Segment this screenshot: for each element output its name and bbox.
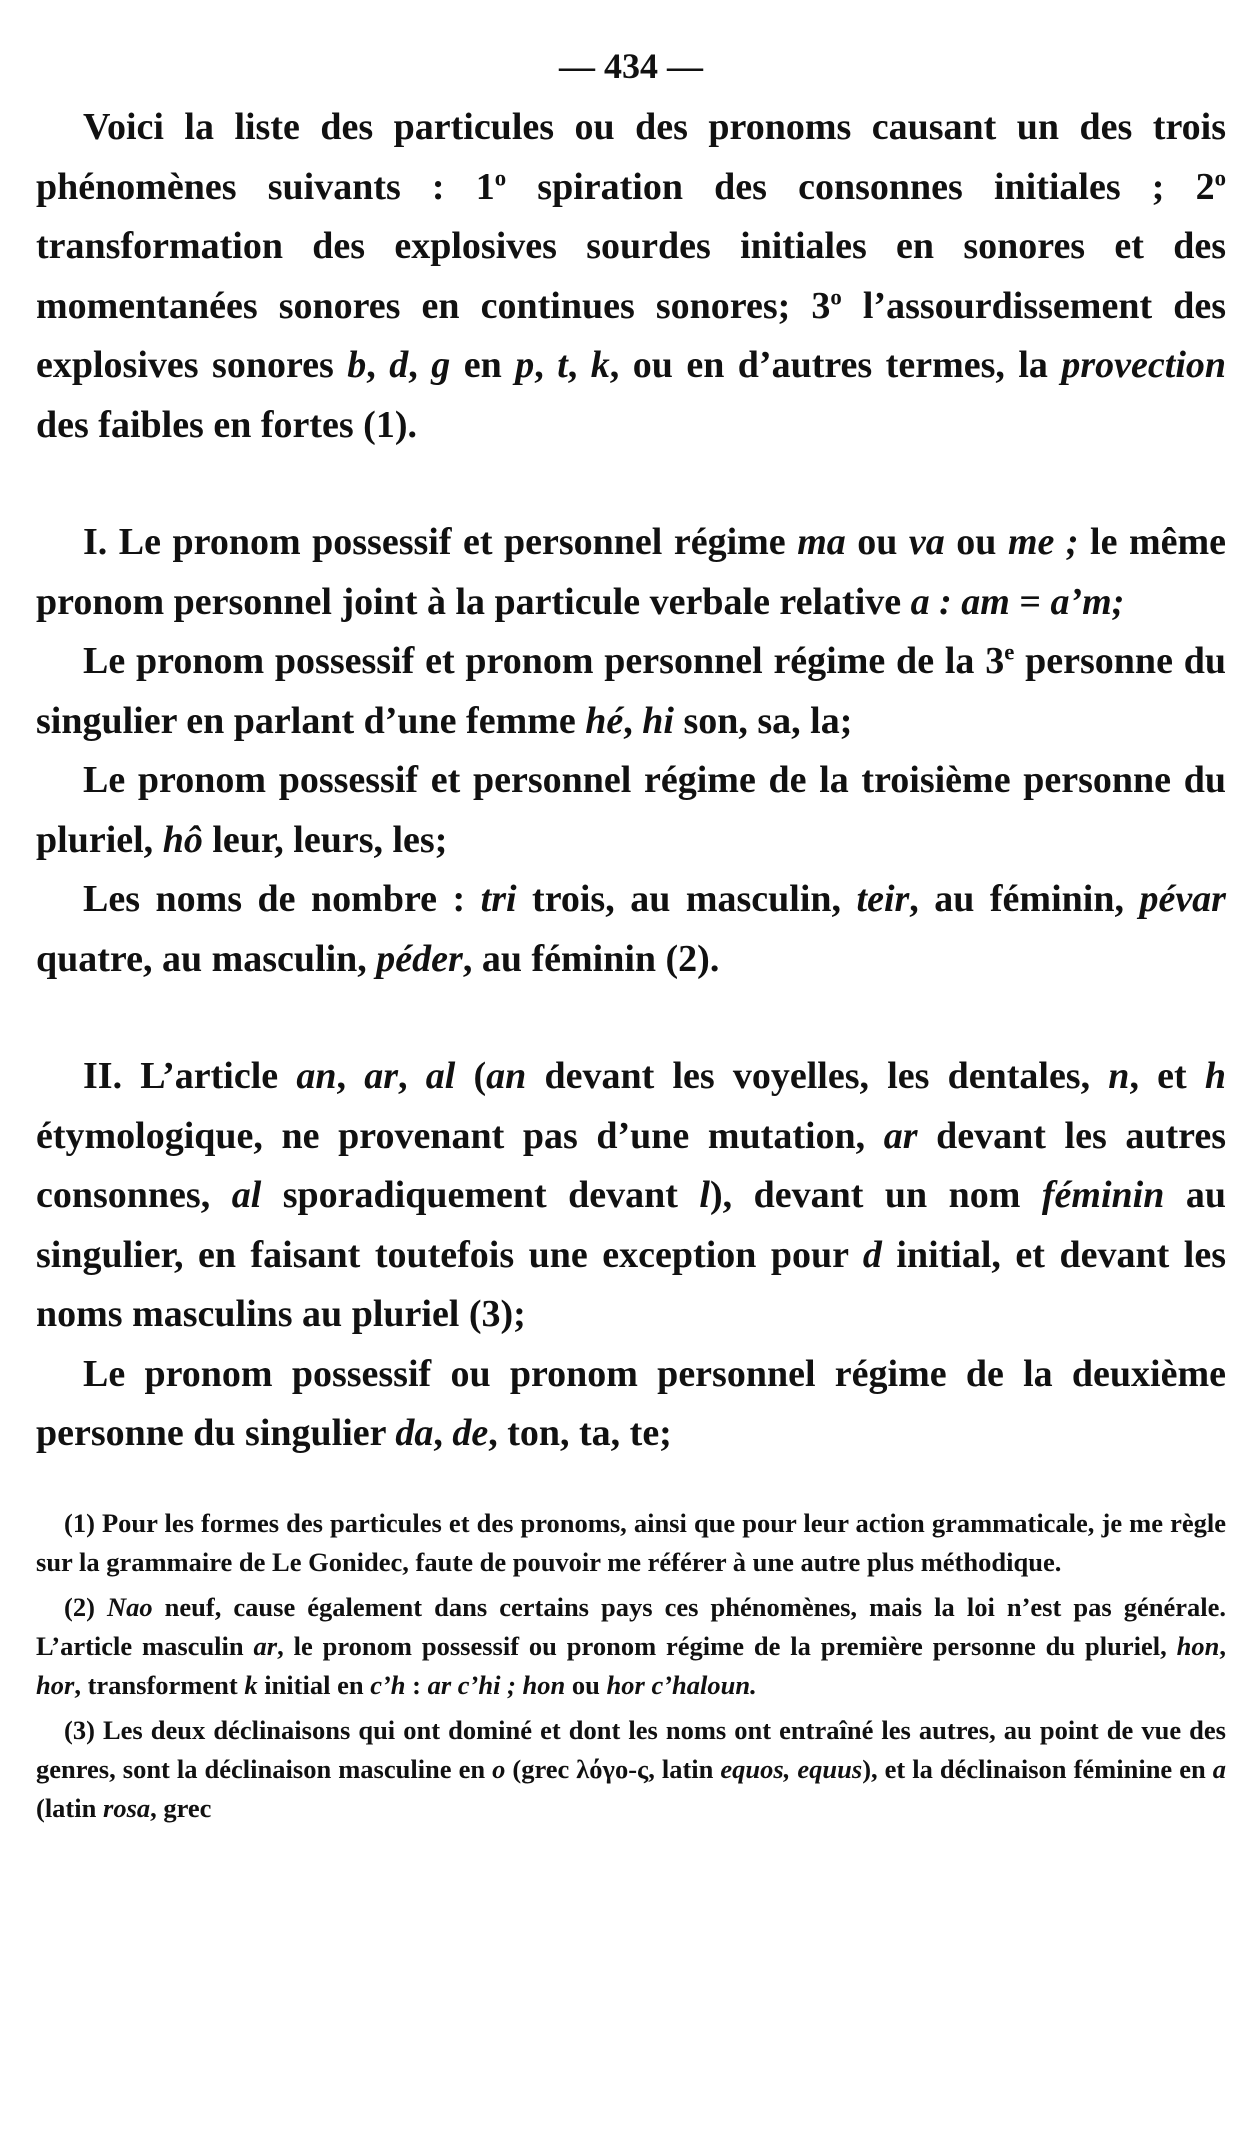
text-run: leur, leurs, les; bbox=[202, 818, 448, 861]
text-run: , bbox=[1219, 1630, 1226, 1661]
italic-term: p bbox=[515, 344, 535, 386]
italic-term: k bbox=[590, 344, 610, 386]
section-1-paragraph bbox=[36, 751, 1226, 870]
text-run: , grec bbox=[150, 1792, 212, 1823]
text-run: sporadiquement devant bbox=[261, 1174, 700, 1216]
text-run: , et bbox=[1129, 1055, 1205, 1097]
italic-term: de bbox=[452, 1412, 489, 1454]
section-1-paragraph bbox=[36, 513, 1226, 632]
text-run: l’assourdissement des explosives sonores bbox=[36, 284, 1226, 386]
footnotes bbox=[36, 1504, 1226, 1828]
section-1-paragraph bbox=[36, 632, 1226, 751]
text-run: (3) Les deux déclinaisons qui ont dominé et dont les noms ont entraîné les autres, au point de vue des genres, sont la déclinaison masculine en bbox=[36, 1714, 1226, 1784]
text-run: I. Le pronom possessif et personnel régime bbox=[83, 521, 798, 563]
superscript-text: o bbox=[830, 283, 842, 309]
text-run: spiration des consonnes initiales ; 2 bbox=[506, 165, 1215, 208]
italic-term: rosa bbox=[103, 1792, 151, 1823]
text-run: , au féminin (2). bbox=[462, 937, 720, 980]
text-run: , ton, ta, te; bbox=[488, 1412, 672, 1454]
text-run: son, sa, la; bbox=[673, 699, 853, 742]
text-run: , bbox=[433, 1412, 453, 1454]
text-run: ou bbox=[845, 521, 909, 563]
text-run: Le pronom possessif ou pronom personnel régime de la deuxième personne du singulier bbox=[36, 1352, 1226, 1454]
italic-term: g bbox=[431, 344, 451, 386]
italic-term: ar bbox=[253, 1630, 278, 1661]
section-1 bbox=[36, 513, 1226, 989]
italic-term: hô bbox=[162, 818, 203, 861]
italic-term: va bbox=[908, 521, 945, 563]
italic-term: hon bbox=[1176, 1630, 1220, 1661]
text-run: des faibles en fortes (1). bbox=[36, 403, 417, 446]
text-run: ), et la déclinaison féminine en bbox=[862, 1753, 1213, 1784]
footnote bbox=[36, 1711, 1226, 1828]
italic-term: c’h bbox=[370, 1669, 406, 1700]
text-run: , au féminin, bbox=[909, 878, 1140, 920]
text-run: II. L’article bbox=[83, 1055, 297, 1097]
italic-term: hi bbox=[642, 699, 674, 742]
text-run: Les noms de nombre : bbox=[83, 878, 481, 920]
text-run: : bbox=[405, 1669, 428, 1700]
italic-term: ar c’hi ; hon bbox=[427, 1669, 566, 1700]
text-run: , bbox=[534, 344, 558, 386]
italic-term: al bbox=[231, 1174, 262, 1216]
text-run: initial en bbox=[257, 1669, 371, 1700]
italic-term: provection bbox=[1061, 344, 1227, 386]
book-page bbox=[36, 38, 1226, 1834]
italic-term: d bbox=[862, 1233, 882, 1276]
text-run: devant les autres consonnes, bbox=[36, 1114, 1226, 1216]
italic-term: b bbox=[347, 344, 367, 386]
text-run: devant les voyelles, les dentales, bbox=[526, 1055, 1109, 1097]
italic-term: Nao bbox=[106, 1591, 153, 1622]
text-run: neuf, cause également dans certains pays ces phénomènes, mais la loi n’est pas générale. L’article masculin bbox=[36, 1591, 1227, 1661]
intro-paragraph bbox=[36, 98, 1226, 455]
text-run: le même pronom personnel joint à la particule verbale relative bbox=[36, 521, 1227, 623]
text-run: initial, et devant les noms masculins au pluriel (3); bbox=[36, 1233, 1226, 1335]
text-run: (latin bbox=[36, 1792, 103, 1823]
section-2-paragraph bbox=[36, 1345, 1226, 1464]
text-run: = bbox=[1009, 580, 1051, 623]
page-number: — 434 — bbox=[559, 46, 703, 86]
text-run: Le pronom possessif et personnel régime de la troisième personne du pluriel, bbox=[36, 759, 1226, 861]
text-run: ), devant un nom bbox=[709, 1174, 1042, 1216]
superscript-text: e bbox=[1004, 639, 1015, 665]
text-run: , ou en d’autres termes, la bbox=[609, 344, 1062, 386]
italic-term: ar bbox=[364, 1055, 398, 1097]
italic-term: h bbox=[1204, 1055, 1226, 1097]
text-run: personne du singulier en parlant d’une femme bbox=[36, 640, 1226, 742]
italic-term: a’m; bbox=[1050, 580, 1125, 623]
italic-term: a : am bbox=[910, 580, 1010, 623]
text-run: quatre, au masculin, bbox=[36, 937, 377, 980]
text-run: , bbox=[398, 1055, 426, 1097]
italic-term: ma bbox=[797, 521, 846, 563]
italic-term: da bbox=[395, 1412, 434, 1454]
italic-term: ar bbox=[883, 1114, 918, 1157]
text-run: , bbox=[336, 1055, 365, 1097]
text-run: Voici la liste des particules ou des pronoms causant un des trois phénomènes suivants : 1 bbox=[36, 106, 1226, 208]
text-run: (grec λόγο-ς, latin bbox=[505, 1753, 721, 1784]
text-run: , le pronom possessif ou pronom régime de la première personne du pluriel, bbox=[277, 1630, 1177, 1661]
text-run: ou bbox=[944, 521, 1008, 563]
italic-term: a bbox=[1212, 1753, 1226, 1784]
italic-term: d bbox=[389, 344, 409, 386]
superscript-text: o bbox=[494, 164, 507, 190]
italic-term: hor c’haloun. bbox=[606, 1669, 757, 1700]
text-run: Le pronom possessif et pronom personnel régime de la 3 bbox=[83, 640, 1005, 682]
italic-term: l bbox=[699, 1174, 710, 1216]
section-2 bbox=[36, 1047, 1226, 1464]
italic-term: t bbox=[557, 344, 568, 386]
italic-term: an bbox=[296, 1055, 337, 1097]
italic-term: tri bbox=[480, 878, 517, 920]
italic-term: teir bbox=[856, 878, 910, 920]
italic-term: an bbox=[486, 1055, 527, 1097]
text-run: ( bbox=[455, 1055, 487, 1097]
text-run: , bbox=[408, 344, 432, 386]
footnote bbox=[36, 1504, 1226, 1582]
text-run: trois, au masculin, bbox=[516, 878, 857, 920]
italic-term: al bbox=[425, 1055, 456, 1097]
italic-term: pévar bbox=[1139, 878, 1226, 920]
italic-term: hor bbox=[36, 1669, 75, 1700]
section-2-paragraph bbox=[36, 1047, 1226, 1345]
section-1-paragraph bbox=[36, 870, 1226, 989]
text-run: ou bbox=[565, 1669, 607, 1700]
footnote bbox=[36, 1588, 1226, 1705]
text-run: , bbox=[567, 344, 591, 386]
text-run: , bbox=[623, 699, 643, 742]
text-run: (1) Pour les formes des particules et des pronoms, ainsi que pour leur action grammaticale, je me règle sur la grammaire de Le Gonidec, faute de pouvoir me référer à une autre plus méthodique. bbox=[36, 1507, 1226, 1577]
italic-term: péder bbox=[376, 937, 463, 980]
text-run: étymologique, ne provenant pas d’une mutation, bbox=[36, 1114, 884, 1157]
italic-term: hé bbox=[585, 699, 624, 742]
text-run: , bbox=[366, 344, 390, 386]
italic-term: féminin bbox=[1041, 1174, 1165, 1216]
italic-term: me ; bbox=[1007, 521, 1079, 563]
text-run: , transforment bbox=[74, 1669, 245, 1700]
superscript-text: o bbox=[1214, 164, 1226, 190]
text-run: transformation des explosives sourdes initiales en sonores et des momentanées sonores en continues sonores; 3 bbox=[36, 225, 1226, 327]
text-run: (2) bbox=[64, 1591, 107, 1622]
italic-term: k bbox=[244, 1669, 258, 1700]
italic-term: o bbox=[492, 1753, 506, 1784]
italic-term: n bbox=[1108, 1055, 1130, 1097]
text-run: au singulier, en faisant toutefois une exception pour bbox=[36, 1174, 1226, 1276]
italic-term: equos, equus bbox=[720, 1753, 863, 1784]
text-run: en bbox=[450, 344, 516, 386]
